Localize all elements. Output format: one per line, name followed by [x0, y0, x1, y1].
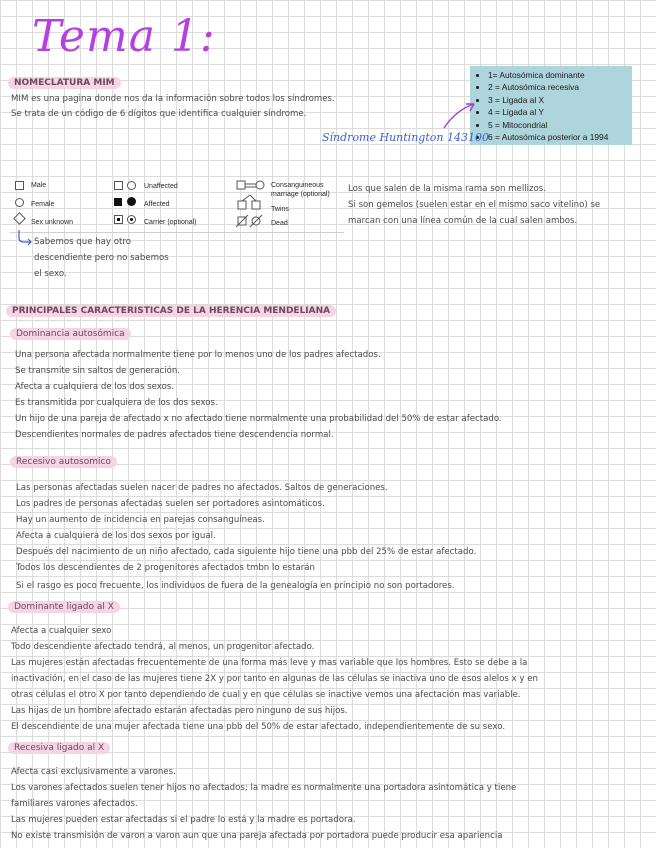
- section-line: Una persona afectada normalmente tiene por lo menos uno de los padres afectados.: [15, 350, 381, 360]
- section-line: Las mujeres pueden estar afectadas si el padre lo está y la madre es portadora.: [11, 815, 356, 825]
- affected-circle-icon: [127, 197, 136, 206]
- female-circle-icon: [15, 198, 24, 207]
- section-line: Después del nacimiento de un niño afectado, cada siguiente hijo tiene una pbb del 25% de estar afectado.: [16, 547, 477, 557]
- section-line: Se transmite sin saltos de generación.: [15, 366, 181, 376]
- sex-unknown-note: descendiente pero no sabemos: [34, 253, 169, 263]
- section-line: Las personas afectadas suelen nacer de padres no afectados. Saltos de generaciones.: [16, 483, 388, 493]
- nomenclatura-heading: NOMECLATURA MIM: [8, 77, 121, 89]
- code-item: • 1= Autosómica dominante: [488, 69, 632, 81]
- section-line: Los varones afectados suelen tener hijos no afectados; la madre es normalmente una portadora asintomática y tiene: [11, 783, 517, 793]
- code-item: • 4 = Ligada al Y: [488, 106, 632, 118]
- code-item: • 6 = Autosómica posterior a 1994: [488, 131, 632, 143]
- section-heading-dominancia: Dominancia autosómica: [10, 328, 131, 340]
- legend-twins: Twins: [271, 206, 289, 213]
- section-line: Si el rasgo es poco frecuente, los individuos de fuera de la genealogía en principio no son portadores.: [16, 581, 455, 591]
- affected-square-icon: [114, 198, 122, 206]
- principales-heading: PRINCIPALES CARACTERISTICAS DE LA HERENCIA MENDELIANA: [6, 305, 336, 317]
- code-item: • 5 = Mitocondrial: [488, 119, 632, 131]
- dead-icon: [236, 214, 264, 228]
- section-line: Afecta a cualquier sexo: [11, 626, 112, 636]
- section-line: Todos los descendientes de 2 progenitores afectados tmbn lo estarán: [16, 563, 315, 573]
- nomenclatura-line: MIM es una pagina donde nos da la información sobre todos los síndromes.: [11, 94, 335, 104]
- twins-icon: [236, 194, 264, 210]
- huntington-example: Síndrome Huntington 143100: [322, 131, 489, 144]
- section-line: Afecta casi exclusivamente a varones.: [11, 767, 176, 777]
- section-heading-recesiva-x: Recesiva ligado al X: [8, 742, 110, 754]
- carrier-circle-icon: [127, 215, 136, 224]
- carrier-square-icon: [114, 215, 123, 224]
- unaffected-square-icon: [114, 181, 123, 190]
- section-line: Las hijas de un hombre afectado estarán afectadas pero ninguno de sus hijos.: [11, 706, 348, 716]
- section-line: Es transmitida por cualquiera de los dos sexos.: [15, 398, 218, 408]
- mim-code-box: [470, 66, 632, 145]
- code-item: • 3 = Ligada al X: [488, 94, 632, 106]
- section-line: Afecta a cualquiera de los dos sexos.: [15, 382, 175, 392]
- legend-dead: Dead: [271, 220, 288, 227]
- section-line: otras células el otro X por tanto dependiendo de cual y en que células se inactive vemos una afectación mas variable.: [11, 690, 521, 700]
- consanguineous-icon: [236, 178, 266, 192]
- legend-female: Female: [31, 201, 55, 208]
- section-line: Los padres de personas afectadas suelen ser portadores asintomáticos.: [16, 499, 325, 509]
- section-line: El descendiente de una mujer afectada tiene una pbb del 50% de estar afectado, independientemente de su sexo.: [11, 722, 506, 732]
- diamond-icon: [13, 212, 26, 225]
- sex-unknown-note: Sabemos que hay otro: [34, 237, 131, 247]
- section-line: inactivación, en el caso de las mujeres tiene 2X y por tanto en algunas de las células se inactiva uno de esos alelos x y en: [11, 674, 538, 684]
- legend-unaffected: Unaffected: [144, 183, 178, 190]
- code-item: • 2 = Autosómica recesiva: [488, 81, 632, 93]
- male-square-icon: [15, 181, 24, 190]
- twins-note-line: marcan con una línea común de la cual salen ambos.: [348, 216, 578, 226]
- legend-sex-unknown: Sex unknown: [31, 219, 74, 226]
- arrow-icon: [440, 98, 480, 132]
- section-heading-recesivo: Recesivo autosomico: [10, 456, 117, 468]
- section-heading-dominante-x: Dominante ligado al X: [8, 601, 120, 613]
- legend-carrier: Carrier (optional): [144, 219, 197, 226]
- pedigree-legend: [10, 176, 344, 233]
- legend-consanguineous: Consanguineous marriage (optional): [271, 182, 330, 198]
- section-line: Las mujeres están afectadas frecuentemente de una forma más leve y mas variable que los hombres. Esto se debe a la: [11, 658, 528, 668]
- section-line: No existe transmisión de varon a varon aun que una pareja afectada por portadora puede producir esa apariencia: [11, 831, 503, 841]
- section-line: Descendientes normales de padres afectados tiene descendencia normal.: [15, 430, 334, 440]
- legend-affected: Affected: [144, 201, 170, 208]
- legend-male: Male: [31, 182, 47, 189]
- nomenclatura-line: Se trata de un código de 6 dígitos que identifica cualquier síndrome.: [11, 109, 307, 119]
- twins-note-line: Los que salen de la misma rama son mellizos.: [348, 184, 546, 194]
- hook-arrow-icon: [16, 229, 34, 247]
- section-line: Hay un aumento de incidencia en parejas consanguíneas.: [16, 515, 265, 525]
- section-line: Un hijo de una pareja de afectado x no afectado tiene normalmente una probabilidad del 50% de estar afectado.: [15, 414, 502, 424]
- page-title: Tema 1:: [32, 11, 216, 62]
- section-line: familiares varones afectados.: [11, 799, 138, 809]
- section-line: Todo descendiente afectado tendrá, al menos, un progenitor afectado.: [11, 642, 315, 652]
- sex-unknown-note: el sexo.: [34, 269, 67, 279]
- section-line: Afecta a cualquiera de los dos sexos por igual.: [16, 531, 216, 541]
- twins-note-line: Si son gemelos (suelen estar en el mismo saco vitelino) se: [348, 200, 601, 210]
- unaffected-circle-icon: [127, 181, 136, 190]
